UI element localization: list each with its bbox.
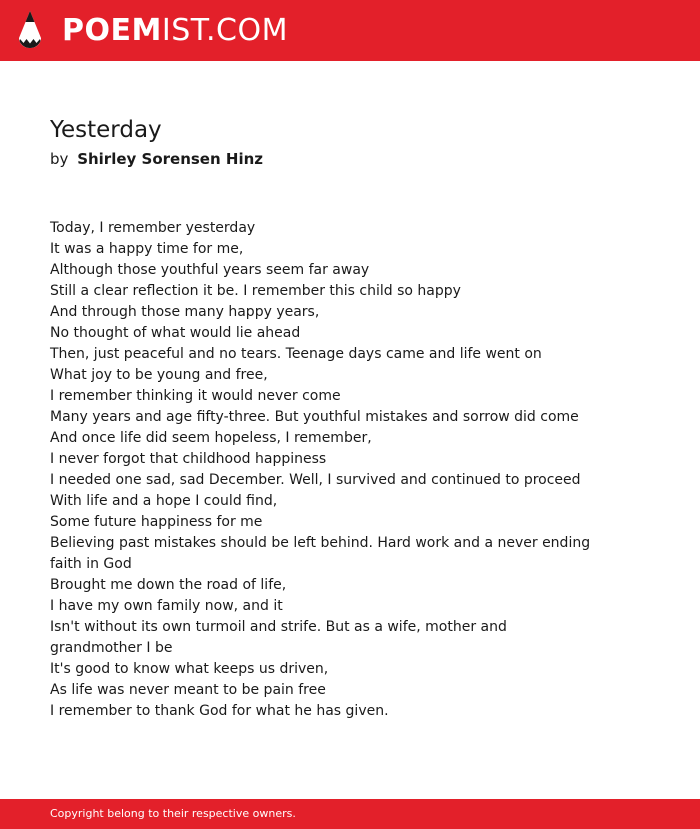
logo-text-light: IST.COM xyxy=(161,13,288,48)
poem-line: Today, I remember yesterday xyxy=(50,220,256,236)
poem-line: It's good to know what keeps us driven, xyxy=(50,661,329,677)
poem-line: Some future happiness for me xyxy=(50,514,263,530)
poem-line: As life was never meant to be pain free xyxy=(50,682,326,698)
poem-line: Many years and age fifty-three. But youthful mistakes and sorrow did come xyxy=(50,409,579,425)
poem-line: What joy to be young and free, xyxy=(50,367,268,383)
poem-line: I needed one sad, sad December. Well, I survived and continued to proceed xyxy=(50,472,581,488)
poem-line: faith in God xyxy=(50,556,132,572)
poem-line: Isn't without its own turmoil and strife. But as a wife, mother and xyxy=(50,619,507,635)
copyright-text: Copyright belong to their respective owners. xyxy=(50,807,296,820)
byline xyxy=(50,148,263,170)
poem-line: No thought of what would lie ahead xyxy=(50,325,301,341)
poem-line: I never forgot that childhood happiness xyxy=(50,451,327,467)
poem-line: I have my own family now, and it xyxy=(50,598,283,614)
poem-line: Believing past mistakes should be left behind. Hard work and a never ending xyxy=(50,535,591,551)
poem-line: I remember to thank God for what he has given. xyxy=(50,703,389,719)
poem-line: Then, just peaceful and no tears. Teenage days came and life went on xyxy=(50,346,542,362)
poem-line: Although those youthful years seem far away xyxy=(50,262,370,278)
logo-text-bold: POEM xyxy=(62,13,162,48)
site-footer xyxy=(0,799,700,829)
site-logo[interactable] xyxy=(62,14,288,48)
poem-line: And through those many happy years, xyxy=(50,304,320,320)
poem-line: With life and a hope I could find, xyxy=(50,493,278,509)
byline-label: by xyxy=(50,150,69,168)
pencil-tip-icon xyxy=(18,10,42,50)
poem-line: Still a clear reflection it be. I remember this child so happy xyxy=(50,283,461,299)
site-header xyxy=(0,0,700,61)
poem-line: And once life did seem hopeless, I remember, xyxy=(50,430,372,446)
poem-line: I remember thinking it would never come xyxy=(50,388,341,404)
poem-line: It was a happy time for me, xyxy=(50,241,244,257)
poem-line: Brought me down the road of life, xyxy=(50,577,287,593)
poem-body xyxy=(50,218,610,722)
poem-line: grandmother I be xyxy=(50,640,173,656)
poem-title: Yesterday xyxy=(50,117,162,143)
author-name: Shirley Sorensen Hinz xyxy=(77,150,263,168)
